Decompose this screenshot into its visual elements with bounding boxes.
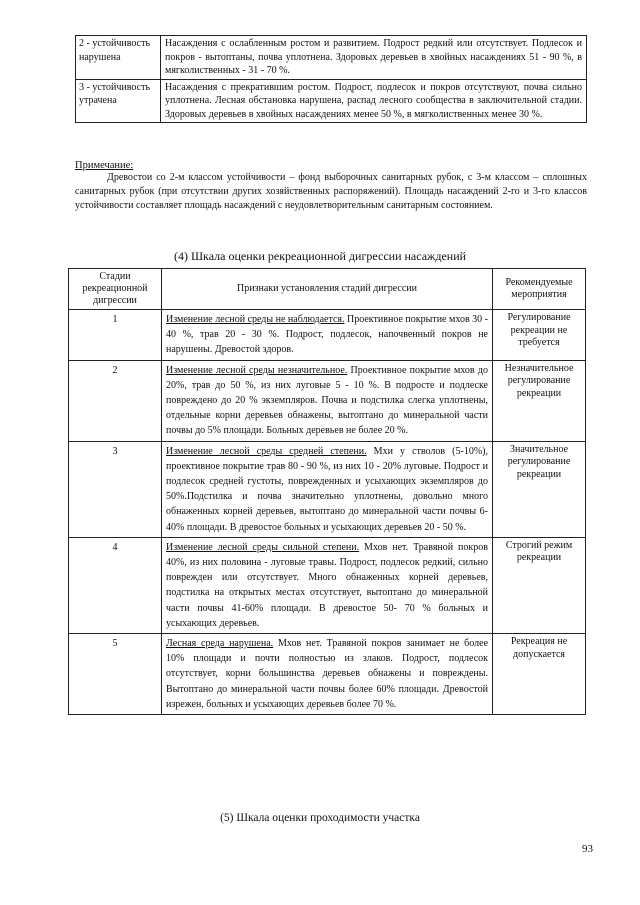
note-heading: Примечание: [75, 160, 134, 171]
note-text: Древостои со 2-м классом устойчивости – фонд выборочных санитарных рубок, с 3-м классом – сплошных санитарных рубок (при отсутствии других хозяйственных распоряжений). Площадь насаждений 2-го и 3-го классов устойчивости составляет площадь насаждений с неудовлетворительным санитарным состоянием. [75, 172, 587, 211]
signs-cell [162, 310, 493, 361]
stage-cell: 5 [69, 634, 162, 715]
signs-lead: Изменение лесной среды средней степени. [166, 445, 367, 457]
signs-lead: Изменение лесной среды сильной степени. [166, 541, 360, 553]
measures-cell: Рекреация не допускается [493, 634, 586, 715]
table-row [76, 36, 587, 80]
measures-cell: Строгий режим рекреации [493, 537, 586, 633]
signs-lead: Лесная среда нарушена. [166, 638, 274, 650]
class-cell: 3 - устойчивость утрачена [76, 79, 161, 123]
signs-rest: Мхи у стволов (5-10%), проективное покрытие трав 80 - 90 %, из них 10 - 20% луговые. Подрост и подлесок средней густоты, поврежденных и усыхающих экземпляров до 50%.Подстилка и почва значительно уплотнены, довольно много обнаженных корней деревьев, вытоптано до минеральной части почвы 6-40% площади. В древостое больных и усыхающих деревьев 20 - 50 %. [166, 445, 488, 533]
header-measures: Рекомендуемые мероприятия [493, 269, 586, 310]
measures-cell: Незначительное регулирование рекреации [493, 360, 586, 441]
measures-cell: Регулирование рекреации не требуется [493, 310, 586, 361]
page-number: 93 [582, 843, 593, 855]
stage-cell: 1 [69, 310, 162, 361]
header-stage: Стадии рекреационной дигрессии [69, 269, 162, 310]
measures-cell: Значительное регулирование рекреации [493, 441, 586, 537]
table-row [69, 537, 586, 633]
class-cell: 2 - устойчивость нарушена [76, 36, 161, 80]
signs-rest: Проективное покрытие мхов до 20%, трав до 50 %, из них луговые 5 - 10 %. В подросте и подлеске повреждено до 20 % экземпляров. Почва и подстилка слегка уплотнены, отдельные корни деревьев обнажены, вытоптано до минеральной части почвы до 5% площади. Больных деревьев не более 20 %. [166, 364, 488, 437]
table-row [69, 360, 586, 441]
stage-cell: 3 [69, 441, 162, 537]
stage-cell: 4 [69, 537, 162, 633]
table-row [69, 441, 586, 537]
description-cell: Насаждения с прекратившим ростом. Подрост, подлесок и покров отсутствуют, почва сильно уплотнена. Лесная обстановка нарушена, распад лесного сообщества в заключительной стадии. Здоровых деревьев в хвойных насаждениях менее 50 %, в мягколиственных менее 30 %. [161, 79, 587, 123]
signs-rest: Мхов нет. Травяной покров занимает не более 10% площади и почти полностью из злаков. Подрост, подлесок отсутствует, корни большинства деревьев обнажены и повреждены. Вытоптано до минеральной части почвы более 60% площади. Древостой изрежен, больных и усыхающих деревьев более 70 %. [166, 638, 489, 710]
signs-rest: Проективное покрытие мхов 30 - 40 %, трав 20 - 30 %. Подрост, подлесок, напочвенный покров не нарушены. Древостой здоров. [166, 314, 489, 356]
section-title-passability: (5) Шкала оценки проходимости участка [220, 812, 420, 824]
signs-cell [162, 537, 493, 633]
stage-cell: 2 [69, 360, 162, 441]
recreation-digression-table [68, 268, 586, 715]
table-header-row [69, 269, 586, 310]
signs-lead: Изменение лесной среды незначительное. [166, 364, 348, 376]
signs-rest: Мхов нет. Травяной покров 40%, из них половина - луговые травы. Подрост, подлесок редкий, сильно поврежден или отсутствует. Много обнаженных корней деревьев, подстилка на открытых местах отсутствует, вытоптано до минеральной части почвы 41-60% площади. В древостое 50- 70 % больных и усыхающих деревьев. [166, 541, 488, 629]
signs-cell [162, 360, 493, 441]
signs-cell [162, 634, 493, 715]
signs-cell [162, 441, 493, 537]
table-row [76, 79, 587, 123]
signs-lead: Изменение лесной среды не наблюдается. [166, 314, 345, 325]
description-cell: Насаждения с ослабленным ростом и развитием. Подрост редкий или отсутствует. Подлесок и покров - вытоптаны, почва уплотнена. Здоровых деревьев в хвойных насаждениях 51 - 90 %, в мягколиственных - 31 - 70 %. [161, 36, 587, 80]
sustainability-class-table [75, 35, 587, 123]
header-signs: Признаки установления стадий дигрессии [162, 269, 493, 310]
table-row [69, 634, 586, 715]
section-title-recreation: (4) Шкала оценки рекреационной дигрессии насаждений [173, 249, 467, 263]
table-row [69, 310, 586, 361]
